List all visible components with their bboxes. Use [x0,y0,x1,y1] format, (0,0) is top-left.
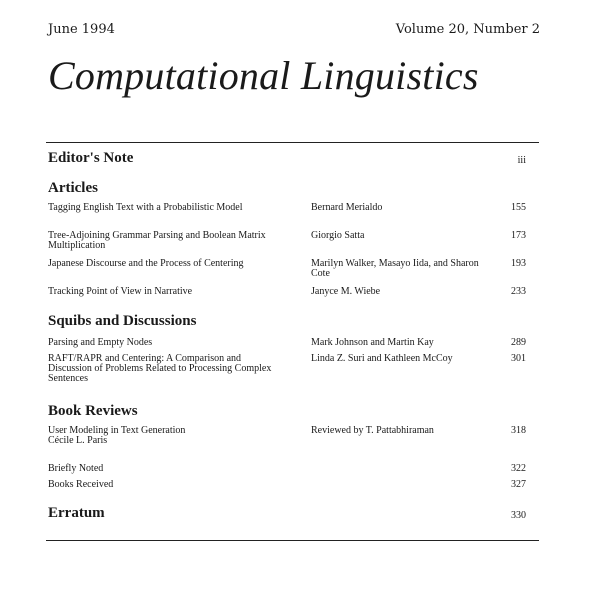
article-title: Tree-Adjoining Grammar Parsing and Boolean Matrix Multiplication [48,230,266,251]
article-page: 193 [511,258,526,269]
article-author: Giorgio Satta [311,230,365,241]
article-title: Tracking Point of View in Narrative [48,286,193,297]
article-page: 173 [511,230,526,241]
articles-heading: Articles [48,180,98,196]
journal-title: Computational Linguistics [48,53,479,98]
article-title: Japanese Discourse and the Process of Centering [48,258,244,269]
article-title: Tagging English Text with a Probabilistic Model [48,202,243,213]
issue-date: June 1994 [48,22,115,37]
squib-page: 289 [511,337,526,348]
article-author: Janyce M. Wiebe [311,286,381,297]
squibs-heading: Squibs and Discussions [48,313,197,329]
volume-number: Volume 20, Number 2 [395,22,540,37]
bottom-rule [46,540,539,541]
book-review-title: User Modeling in Text Generation Cécile L. Paris [48,425,186,446]
briefly-noted-page: 322 [511,463,526,474]
briefly-noted-label: Briefly Noted [48,463,104,474]
book-review-author: Reviewed by T. Pattabhiraman [311,425,434,436]
editors-note-heading: Editor's Note [48,150,134,166]
squib-title: Parsing and Empty Nodes [48,337,153,348]
article-author: Bernard Merialdo [311,202,383,213]
article-page: 155 [511,202,526,213]
editors-note-page: iii [517,155,526,166]
article-page: 233 [511,286,526,297]
squib-author: Mark Johnson and Martin Kay [311,337,434,348]
squib-page: 301 [511,353,526,364]
article-author: Marilyn Walker, Masayo Iida, and Sharon Cote [311,258,479,279]
book-reviews-heading: Book Reviews [48,403,138,419]
squib-author: Linda Z. Suri and Kathleen McCoy [311,353,453,364]
books-received-label: Books Received [48,479,114,490]
books-received-page: 327 [511,479,526,490]
erratum-page: 330 [511,510,526,521]
book-review-page: 318 [511,425,526,436]
top-rule [46,142,539,143]
squib-title: RAFT/RAPR and Centering: A Comparison and Discussion of Problems Related to Processing Complex Sentences [48,353,272,384]
erratum-heading: Erratum [48,505,105,521]
